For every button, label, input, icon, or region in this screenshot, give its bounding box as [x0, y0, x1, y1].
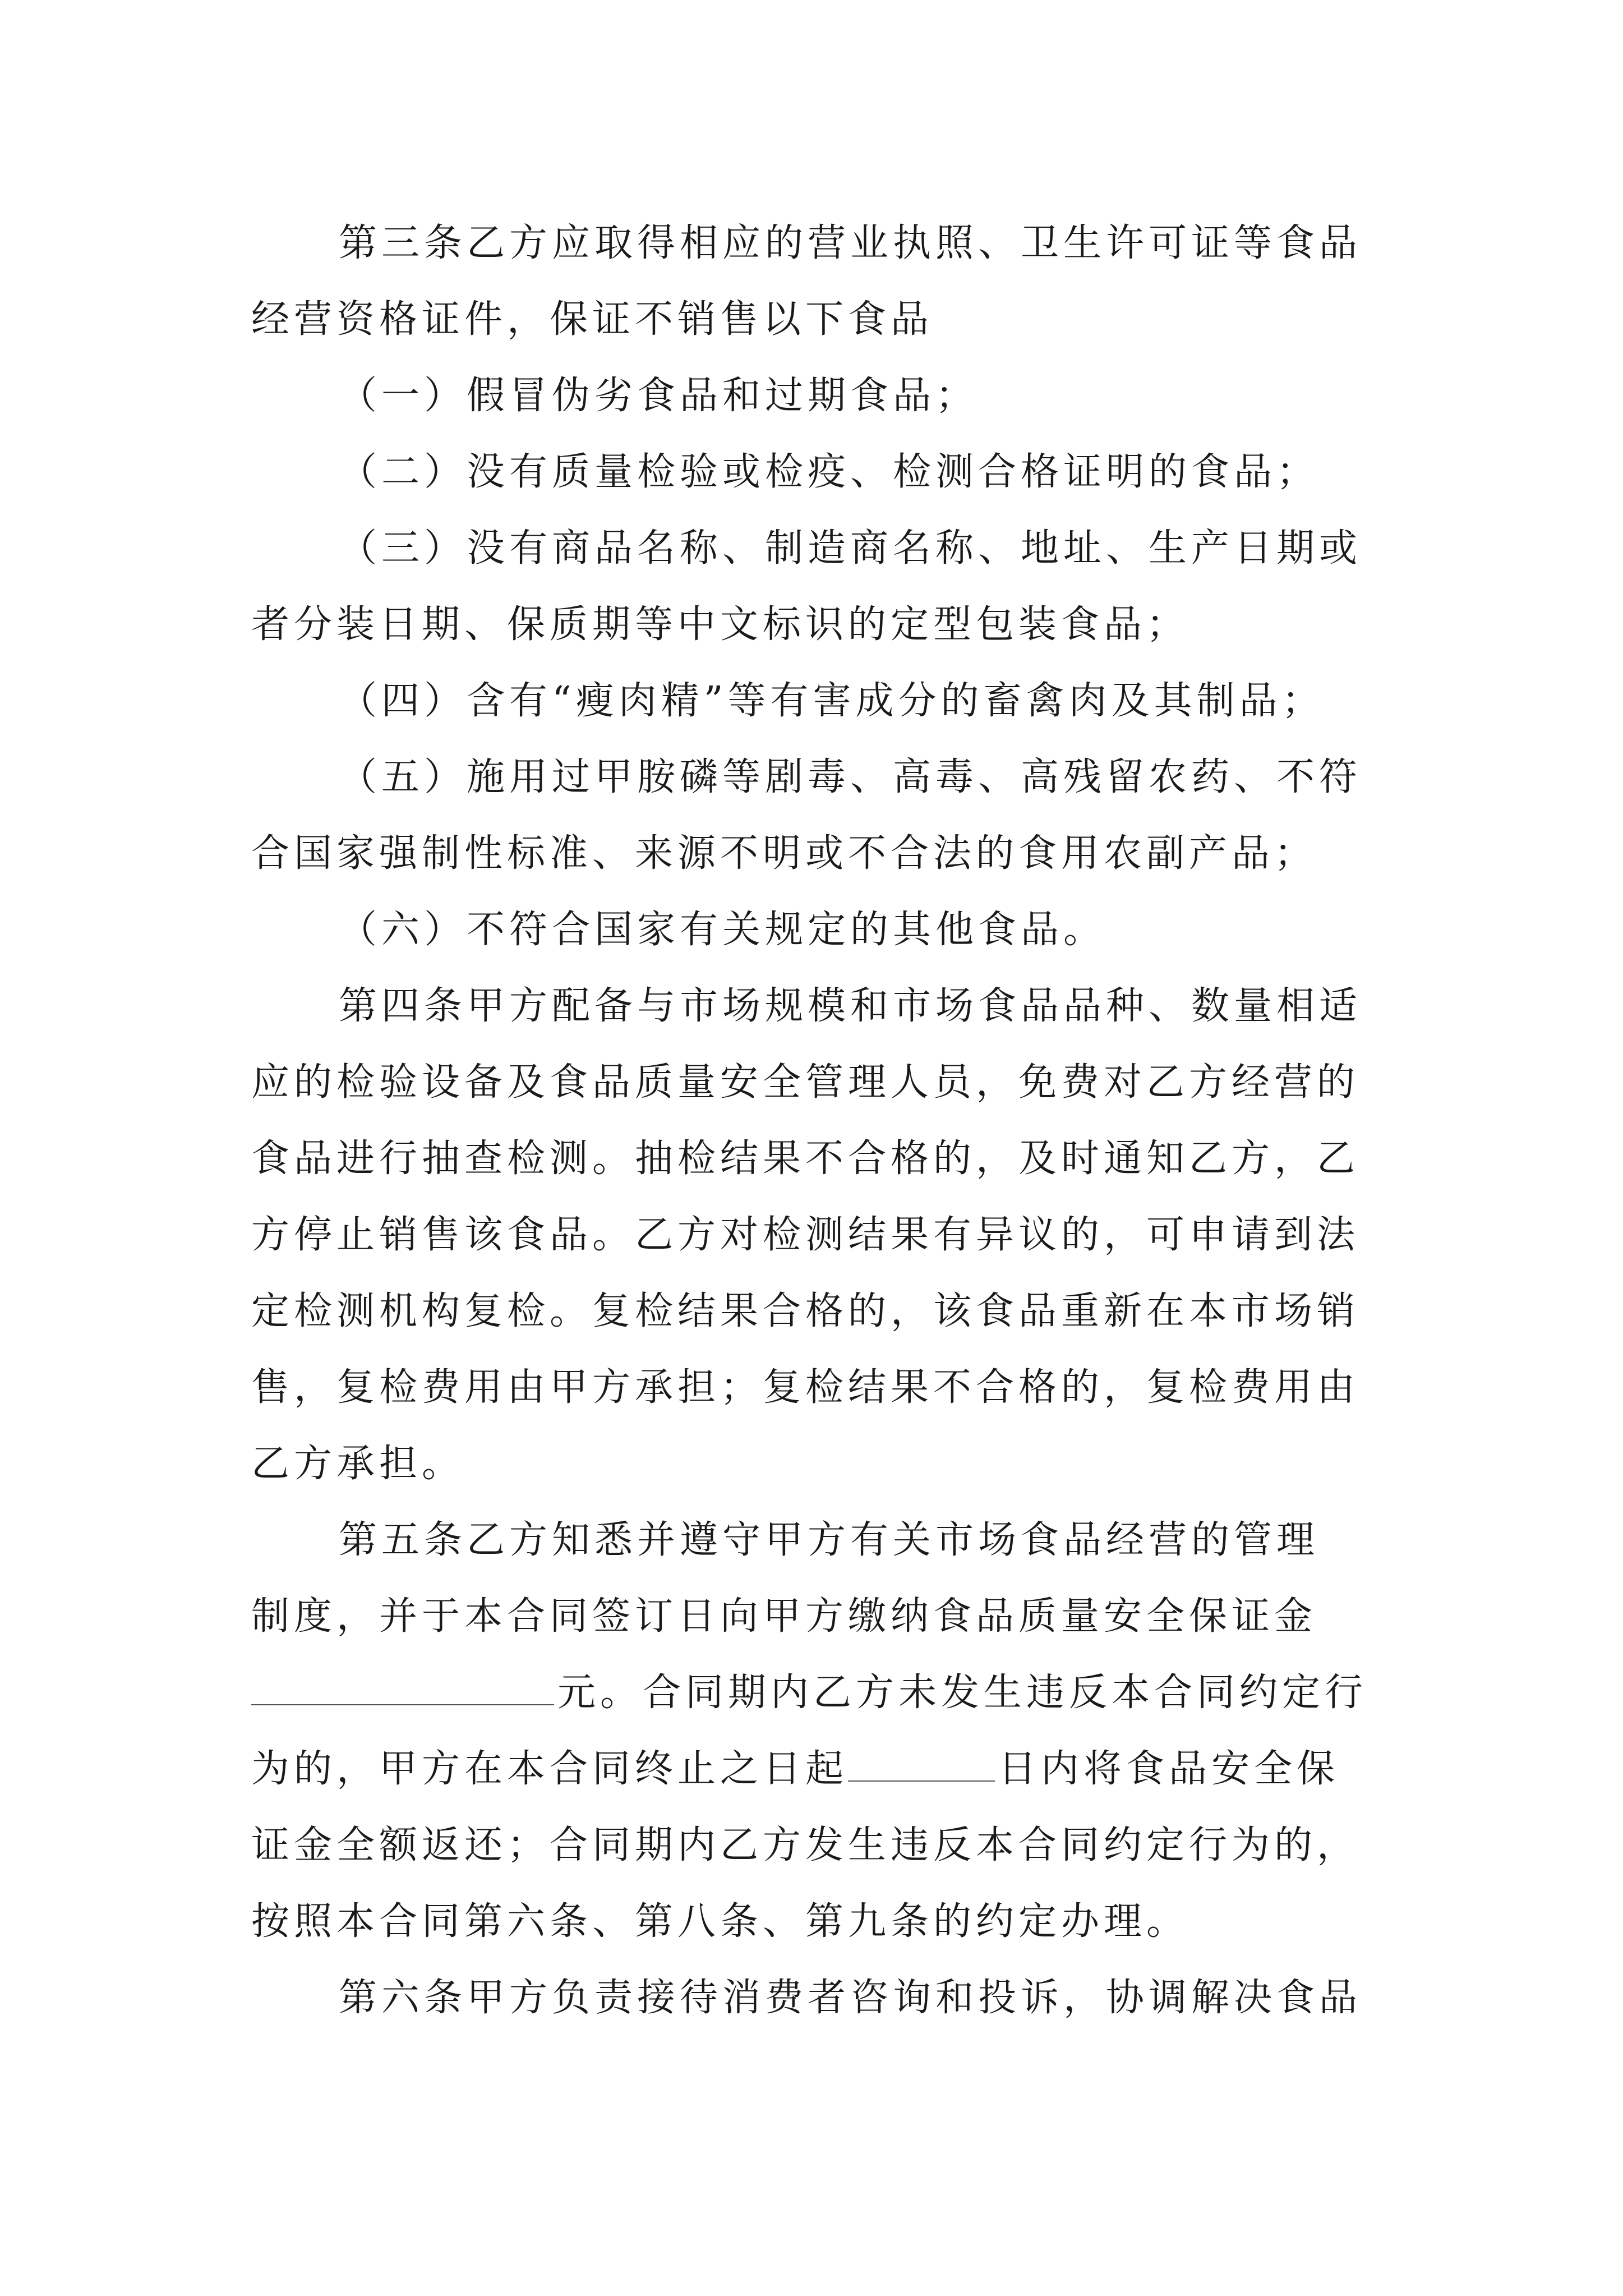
article-5-line-3-text: 元。合同期内乙方未发生违反本合同约定行: [557, 1671, 1368, 1715]
article-4-line-6: 售，复检费用由甲方承担；复检结果不合格的，复检费用由: [251, 1365, 1360, 1410]
article-4-line-7: 乙方承担。: [251, 1442, 465, 1486]
item-3-line-2: 者分装日期、保质期等中文标识的定型包装食品；: [251, 602, 1189, 647]
article-5-line-4-text-a: 为的，甲方在本合同终止之日起: [251, 1747, 849, 1791]
article-4-line-4: 方停止销售该食品。乙方对检测结果有异议的，可申请到法: [251, 1213, 1360, 1257]
article-3-line-1: 第三条乙方应取得相应的营业执照、卫生许可证等食品: [339, 221, 1362, 265]
article-4-line-2: 应的检验设备及食品质量安全管理人员，免费对乙方经营的: [251, 1060, 1360, 1105]
item-2: （二）没有质量检验或检疫、检测合格证明的食品；: [339, 450, 1320, 494]
article-6-line-1: 第六条甲方负责接待消费者咨询和投诉，协调解决食品: [339, 1976, 1362, 2020]
article-5-line-3: [251, 1665, 1367, 1721]
article-5-line-5: 证金全额返还；合同期内乙方发生违反本合同约定行为的，: [251, 1823, 1360, 1867]
deposit-amount-blank: [251, 1669, 554, 1705]
article-5-line-4-text-b: 日内将食品安全保: [998, 1747, 1340, 1791]
item-4: （四）含有“瘦肉精”等有害成分的畜禽肉及其制品；: [339, 679, 1325, 723]
refund-days-blank: [848, 1746, 995, 1782]
item-3-line-1: （三）没有商品名称、制造商名称、地址、生产日期或: [339, 526, 1362, 570]
article-5-line-2: 制度，并于本合同签订日向甲方缴纳食品质量安全保证金: [251, 1594, 1317, 1639]
item-5-line-1: （五）施用过甲胺磷等剧毒、高毒、高残留农药、不符: [339, 755, 1362, 799]
article-5-line-1: 第五条乙方知悉并遵守甲方有关市场食品经营的管理: [339, 1518, 1320, 1562]
article-5-line-6: 按照本合同第六条、第八条、第九条的约定办理。: [251, 1899, 1189, 1944]
article-5-line-4: [251, 1741, 1339, 1797]
article-4-line-5: 定检测机构复检。复检结果合格的，该食品重新在本市场销: [251, 1289, 1360, 1333]
article-4-line-1: 第四条甲方配备与市场规模和市场食品品种、数量相适: [339, 984, 1362, 1028]
article-4-line-3: 食品进行抽查检测。抽检结果不合格的，及时通知乙方，乙: [251, 1137, 1360, 1181]
item-6: （六）不符合国家有关规定的其他食品。: [339, 908, 1106, 952]
article-3-line-2: 经营资格证件，保证不销售以下食品: [251, 297, 934, 342]
item-1: （一）假冒伪劣食品和过期食品；: [339, 374, 979, 418]
item-5-line-2: 合国家强制性标准、来源不明或不合法的食用农副产品；: [251, 831, 1317, 876]
